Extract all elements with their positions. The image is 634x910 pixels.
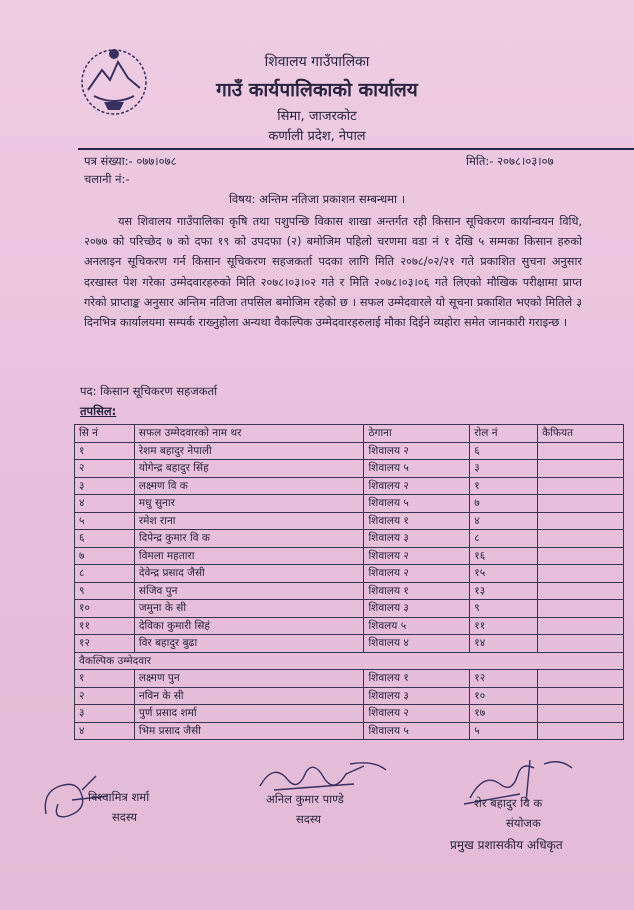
row-remarks [538, 530, 624, 548]
row-sn: ८ [75, 565, 135, 583]
municipality-name: शिवालय गाउँपालिका [264, 54, 370, 70]
row-sn: ९ [75, 582, 135, 600]
row-name: देविका कुमारी सिहं [134, 617, 364, 635]
row-roll: १४ [470, 635, 538, 653]
row-remarks [538, 600, 624, 618]
row-sn: ७ [75, 547, 135, 565]
row-sn: ३ [75, 477, 135, 495]
row-roll: ११ [470, 617, 538, 635]
table-row [75, 512, 624, 530]
signatory-3-name: शेर बहादुर वि क [474, 796, 543, 810]
alt-row-name: लक्ष्मण पुन [134, 670, 364, 688]
row-remarks [538, 512, 624, 530]
row-address: शिवालय १ [364, 582, 470, 600]
row-remarks [538, 460, 624, 478]
table-row [75, 442, 624, 460]
table-row [75, 547, 624, 565]
results-table [74, 424, 624, 740]
alt-row-address: शिवालय २ [364, 705, 470, 723]
office-province: कर्णाली प्रदेश, नेपाल [268, 129, 366, 144]
row-name: दिपेन्द्र कुमार वि क [134, 530, 364, 548]
row-name: देवेन्द्र प्रसाद जैसी [134, 565, 364, 583]
alt-row-address: शिवालय ३ [364, 687, 470, 705]
row-address: शिवालय २ [364, 477, 470, 495]
row-name: विमला महतारा [134, 547, 364, 565]
row-name: जमुना के सी [134, 600, 364, 618]
row-remarks [538, 565, 624, 583]
row-name: संजिव पुन [134, 582, 364, 600]
row-address: शिवालय १ [364, 512, 470, 530]
table-row [75, 565, 624, 583]
letter-subject: विषय: अन्तिम नतिजा प्रकाशन सम्बन्धमा । [228, 192, 406, 206]
row-roll: १५ [470, 565, 538, 583]
dispatch-number: चलानी नं:- [84, 172, 130, 186]
row-roll: ३ [470, 460, 538, 478]
table-row [75, 705, 624, 723]
alt-row-roll: १० [470, 687, 538, 705]
header-sn: सि नं [75, 425, 135, 443]
header-address: ठेगाना [364, 425, 470, 443]
office-name: गाउँ कार्यपालिकाको कार्यालय [216, 79, 418, 101]
row-sn: ४ [75, 495, 135, 513]
table-row [75, 617, 624, 635]
table-row [75, 582, 624, 600]
alt-row-address: शिवालय ५ [364, 722, 470, 740]
row-sn: १० [75, 600, 135, 618]
alt-row-roll: ५ [470, 722, 538, 740]
row-address: शिवालय ५ [364, 495, 470, 513]
table-row [75, 530, 624, 548]
row-sn: ६ [75, 530, 135, 548]
alt-row-remarks [538, 670, 624, 688]
row-sn: १२ [75, 635, 135, 653]
alt-row-sn: ४ [75, 722, 135, 740]
row-roll: १ [470, 477, 538, 495]
alt-row-name: पुर्ण प्रसाद शर्मा [134, 705, 364, 723]
alt-row-sn: १ [75, 670, 135, 688]
schedule-label: तपसिल: [80, 404, 117, 418]
row-address: शिवालय ४ [364, 635, 470, 653]
row-sn: ११ [75, 617, 135, 635]
post-title: पद: किसान सूचिकरण सहजकर्ता [80, 384, 218, 398]
header-name: सफल उम्मेदवारको नाम थर [134, 425, 364, 443]
row-address: शिवालय ३ [364, 530, 470, 548]
alt-row-name: नविन के सी [134, 687, 364, 705]
row-address: शिवालय २ [364, 565, 470, 583]
letter-body: यस शिवालय गाउँपालिका कृषि तथा पशुपन्छि विकास शाखा अन्तर्गत रही किसान सूचिकरण कार्यान्वयन विधि, २०७७ को परिच्छेद ७ को दफा १९ को उपदफा (२) बमोजिम पहिलो चरणमा वडा नं १ देखि ५ सम्मका किसान हरुको अनलाइन सूचिकरण गर्न किसान सूचिकरण सहजकर्ता पदका लागि मिति २०७८/०२/२१ गते प्रकाशित सुचना अनुसार दरखास्त पेश गरेका उम्मेदवारहरुको मिति २०७८।०३।०२ गते र मिति २०७८।०३।०६ गते लिएको मौखिक परीक्षामा प्राप्त गरेको प्राप्ताङ्क अनुसार अन्तिम नतिजा तपसिल बमोजिम रहेको छ । सफल उम्मेदवारले यो सूचना प्रकाशित भएको मितिले ३ दिनभित्र कार्यालयमा सम्पर्क राख्नुहोला अन्यथा वैकल्पिक उम्मेदवारहरुलाई मौका दिईने व्यहोरा समेत जानकारी गराइन्छ । [84, 215, 582, 330]
row-remarks [538, 582, 624, 600]
row-roll: १३ [470, 582, 538, 600]
alt-row-remarks [538, 705, 624, 723]
alt-row-name: भिम प्रसाद जैसी [134, 722, 364, 740]
row-remarks [538, 442, 624, 460]
row-sn: ५ [75, 512, 135, 530]
table-row [75, 600, 624, 618]
row-roll: ८ [470, 530, 538, 548]
row-sn: २ [75, 460, 135, 478]
row-name: रेशम बहादुर नेपाली [134, 442, 364, 460]
row-roll: १६ [470, 547, 538, 565]
signatory-1-name: विश्वामित्र शर्मा [88, 790, 150, 804]
alt-row-address: शिवालय १ [364, 670, 470, 688]
table-row [75, 477, 624, 495]
row-name: लक्ष्मण वि क [134, 477, 364, 495]
table-row [75, 460, 624, 478]
row-address: शिवालय ३ [364, 600, 470, 618]
row-roll: ४ [470, 512, 538, 530]
row-sn: १ [75, 442, 135, 460]
table-header-row [75, 425, 624, 443]
signatory-2-role: सदस्य [296, 812, 322, 826]
table-row [75, 635, 624, 653]
row-remarks [538, 635, 624, 653]
alternate-section-label: वैकल्पिक उम्मेदवार [75, 652, 624, 670]
row-address: शिवालय ५ [364, 460, 470, 478]
row-remarks [538, 547, 624, 565]
office-address: सिमा, जाजरकोट [277, 109, 357, 124]
alt-row-remarks [538, 722, 624, 740]
row-address: शिवलय ५ [364, 617, 470, 635]
signatory-1-role: सदस्य [112, 810, 138, 824]
alt-row-roll: १२ [470, 670, 538, 688]
letter-date: मिति:- २०७८।०३।०७ [466, 154, 554, 168]
table-row [75, 722, 624, 740]
header-remarks: कैफियत [538, 425, 624, 443]
row-roll: ७ [470, 495, 538, 513]
alt-row-sn: २ [75, 687, 135, 705]
reference-number: पत्र संख्या:- ०७७।०७८ [84, 154, 177, 168]
row-roll: ६ [470, 442, 538, 460]
row-remarks [538, 495, 624, 513]
row-remarks [538, 617, 624, 635]
alternate-section-row [75, 652, 624, 670]
table-row [75, 670, 624, 688]
alt-row-roll: १७ [470, 705, 538, 723]
row-address: शिवालय २ [364, 547, 470, 565]
signatory-2-name: अनिल कुमार पाण्डे [266, 792, 344, 806]
header-roll: रोल नं [470, 425, 538, 443]
row-name: विर बहादुर बुढा [134, 635, 364, 653]
header-divider [78, 148, 634, 150]
row-name: योगेन्द्र बहादुर सिंह [134, 460, 364, 478]
signatory-3-role: संयोजक [506, 816, 541, 830]
table-row [75, 687, 624, 705]
row-remarks [538, 477, 624, 495]
row-name: मधु सुनार [134, 495, 364, 513]
row-roll: ९ [470, 600, 538, 618]
row-name: रमेश राना [134, 512, 364, 530]
signatory-3-title: प्रमुख प्रशासकीय अधिकृत [450, 838, 563, 852]
alt-row-sn: ३ [75, 705, 135, 723]
row-address: शिवालय २ [364, 442, 470, 460]
table-row [75, 495, 624, 513]
alt-row-remarks [538, 687, 624, 705]
